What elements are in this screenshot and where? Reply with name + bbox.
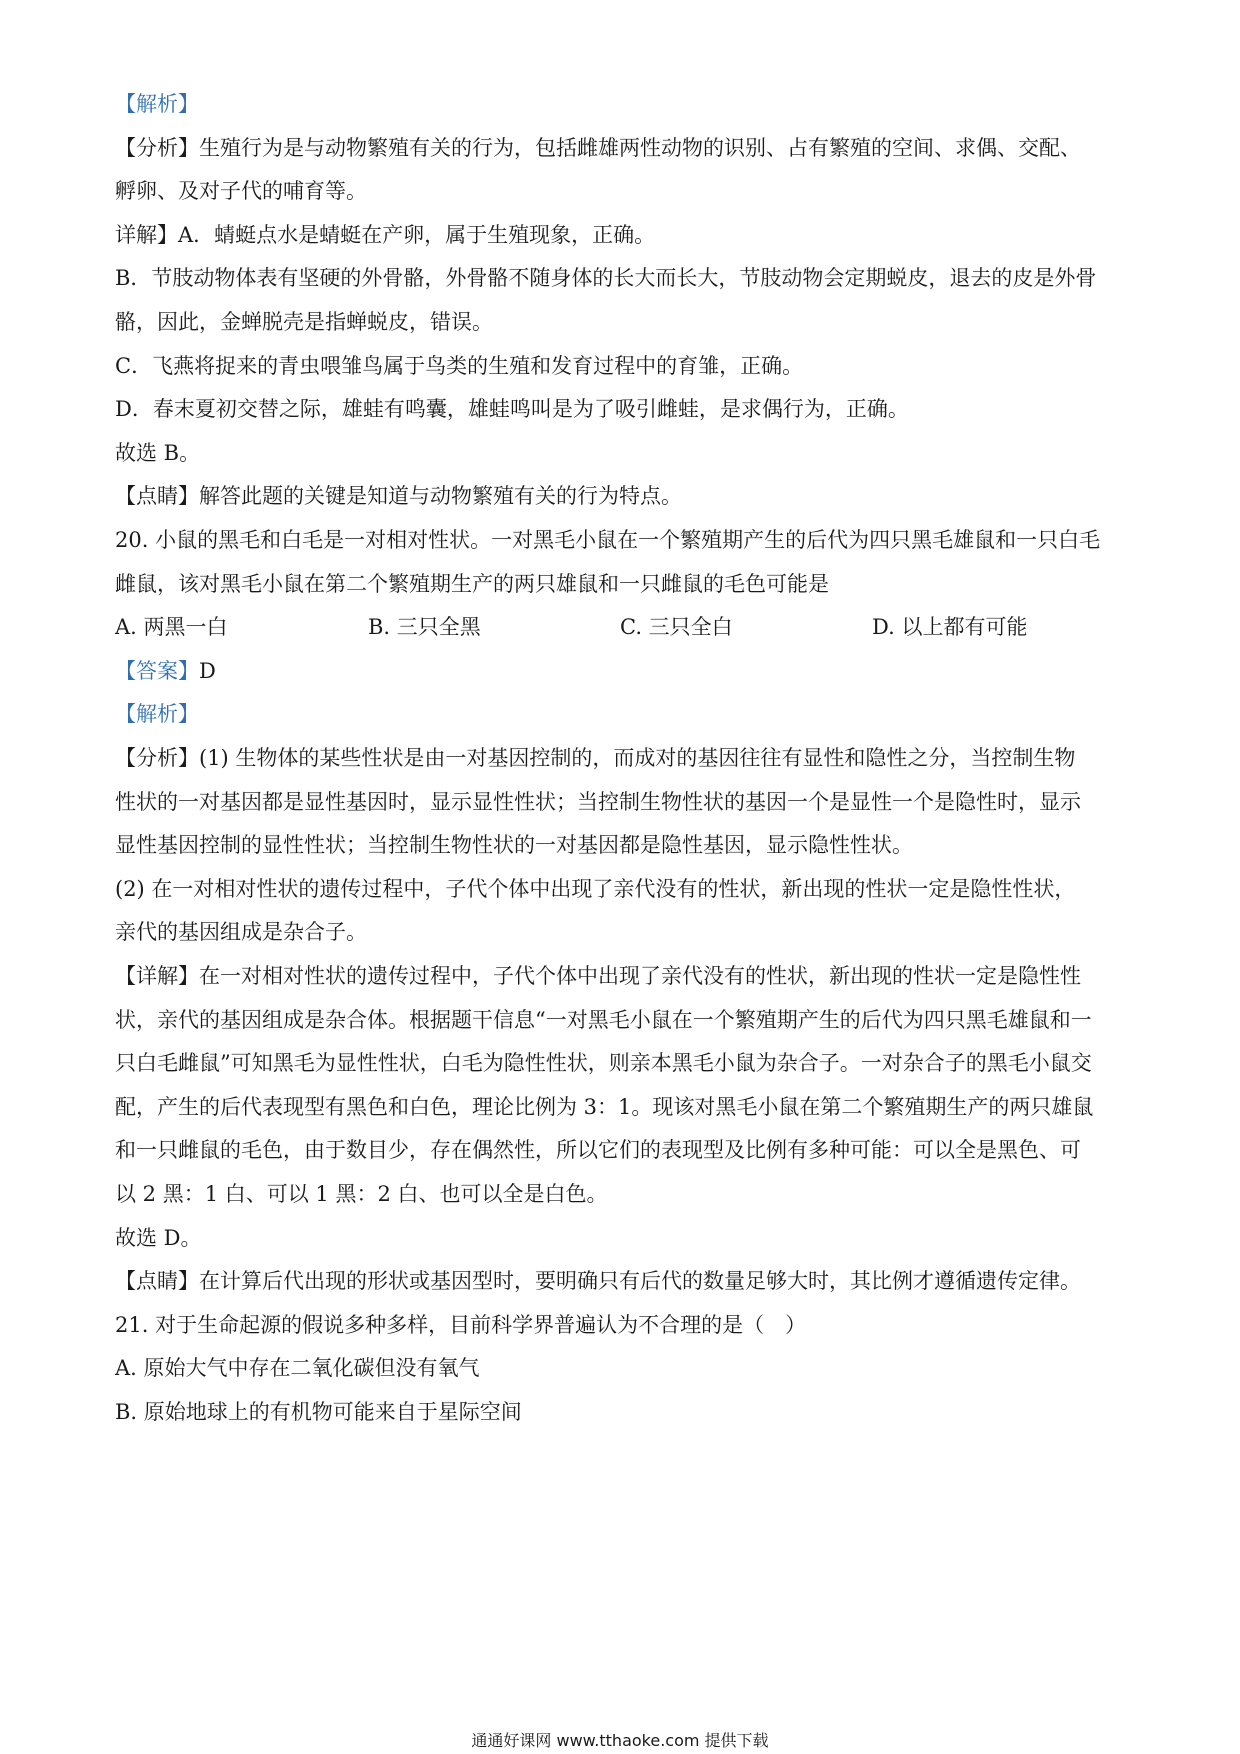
paragraph-line	[115, 90, 1130, 118]
paragraph-line	[115, 1006, 1130, 1034]
page-footer: 通通好课网 www.tthaoke.com 提供下载	[471, 1731, 769, 1750]
line-text: 性状的一对基因都是显性基因时，显示显性性状；当控制生物性状的基因一个是显性一个是隐性时，显示	[115, 789, 1081, 814]
paragraph-line	[115, 134, 1130, 162]
paragraph-line	[115, 570, 1130, 598]
line-text: 故选 D。	[115, 1225, 202, 1250]
line-text: 亲代的基因组成是杂合子。	[115, 920, 367, 945]
paragraph-line	[115, 918, 1130, 946]
paragraph-line	[115, 439, 1130, 467]
line-text: 骼，因此，金蝉脱壳是指蝉蜕皮，错误。	[115, 310, 493, 334]
paragraph-line	[115, 1267, 1130, 1295]
paragraph-line	[115, 1311, 1130, 1339]
line-text: 配，产生的后代表现型有黑色和白色，理论比例为 3：1。现该对黑毛小鼠在第二个繁殖期生产的两只雄鼠	[115, 1094, 1094, 1119]
paragraph-line	[115, 744, 1130, 772]
line-text: 显性基因控制的显性性状；当控制生物性状的一对基因都是隐性基因，显示隐性性状。	[115, 833, 913, 858]
paragraph-line	[115, 700, 1130, 728]
answer-option: A. 两黑一白	[115, 615, 228, 640]
paragraph-line	[115, 1049, 1130, 1077]
paragraph-line	[115, 482, 1130, 510]
paragraph-line	[115, 831, 1130, 859]
paragraph-line	[115, 1398, 1130, 1426]
line-text: B. 原始地球上的有机物可能来自于星际空间	[115, 1400, 522, 1424]
answer-option: D. 以上都有可能	[872, 615, 1028, 640]
answer-option: C. 三只全白	[620, 615, 733, 640]
line-text: D	[199, 658, 216, 683]
line-text: 状，亲代的基因组成是杂合体。根据题干信息“一对黑毛小鼠在一个繁殖期产生的后代为四只黑毛雄鼠和一	[115, 1007, 1092, 1032]
line-text: 以 2 黑：1 白、可以 1 黑：2 白、也可以全是白色。	[115, 1182, 608, 1206]
line-text: D．春末夏初交替之际，雄蛙有鸣囊，雄蛙鸣叫是为了吸引雌蛙，是求偶行为，正确。	[115, 397, 909, 422]
line-text: A. 原始大气中存在二氧化碳但没有氧气	[115, 1356, 480, 1381]
line-text: 21. 对于生命起源的假说多种多样，目前科学界普遍认为不合理的是（ ）	[115, 1312, 807, 1337]
paragraph-line	[115, 1093, 1130, 1121]
line-text: 和一只雌鼠的毛色，由于数目少，存在偶然性，所以它们的表现型及比例有多种可能：可以全是黑色、可	[115, 1138, 1081, 1163]
paragraph-line	[115, 788, 1130, 816]
line-text: 【详解】在一对相对性状的遗传过程中，子代个体中出现了亲代没有的性状，新出现的性状一定是隐性性	[115, 964, 1081, 988]
paragraph-line	[115, 395, 1130, 423]
paragraph-line	[115, 264, 1130, 292]
line-text: C．飞燕将捉来的青虫喂雏鸟属于鸟类的生殖和发育过程中的育雏，正确。	[115, 353, 804, 378]
paragraph-line	[115, 221, 1130, 249]
line-text: 【分析】生殖行为是与动物繁殖有关的行为，包括雌雄两性动物的识别、占有繁殖的空间、求偶、交配、	[115, 135, 1081, 160]
paragraph-line	[115, 657, 1130, 685]
section-label: 【解析】	[115, 702, 199, 727]
section-label: 【答案】	[115, 658, 199, 683]
section-label: 【解析】	[115, 92, 199, 116]
line-text: B．节肢动物体表有坚硬的外骨骼，外骨骼不随身体的长大而长大，节肢动物会定期蜕皮，退去的皮是外骨	[115, 266, 1097, 291]
line-text: 雌鼠，该对黑毛小鼠在第二个繁殖期生产的两只雄鼠和一只雌鼠的毛色可能是	[115, 571, 829, 596]
paragraph-line	[115, 1136, 1130, 1164]
line-text: 【点睛】在计算后代出现的形状或基因型时，要明确只有后代的数量足够大时，其比例才遵循遗传定律。	[115, 1269, 1081, 1294]
paragraph-line	[115, 875, 1130, 903]
line-text: 详解】A．蜻蜓点水是蜻蜓在产卵，属于生殖现象，正确。	[115, 222, 656, 247]
paragraph-line	[115, 526, 1130, 554]
paragraph-line	[115, 1224, 1130, 1252]
line-text: 孵卵、及对子代的哺育等。	[115, 179, 367, 204]
paragraph-line	[115, 962, 1130, 990]
line-text: (2) 在一对相对性状的遗传过程中，子代个体中出现了亲代没有的性状，新出现的性状一定是隐性性状，	[115, 876, 1076, 901]
answer-option: B. 三只全黑	[368, 615, 481, 640]
paragraph-line	[115, 177, 1130, 205]
line-text: 只白毛雌鼠”可知黑毛为显性性状，白毛为隐性性状，则亲本黑毛小鼠为杂合子。一对杂合子的黑毛小鼠交	[115, 1051, 1092, 1076]
line-text: 故选 B。	[115, 440, 201, 465]
paragraph-line	[115, 1354, 1130, 1382]
line-text: 【分析】(1) 生物体的某些性状是由一对基因控制的，而成对的基因往往有显性和隐性之分，当控制生物	[115, 746, 1076, 770]
paragraph-line	[115, 1180, 1130, 1208]
paragraph-line	[115, 308, 1130, 336]
line-text: 20. 小鼠的黑毛和白毛是一对相对性状。一对黑毛小鼠在一个繁殖期产生的后代为四只黑毛雄鼠和一只白毛	[115, 528, 1101, 552]
line-text: 【点睛】解答此题的关键是知道与动物繁殖有关的行为特点。	[115, 484, 682, 509]
paragraph-line	[115, 352, 1130, 380]
